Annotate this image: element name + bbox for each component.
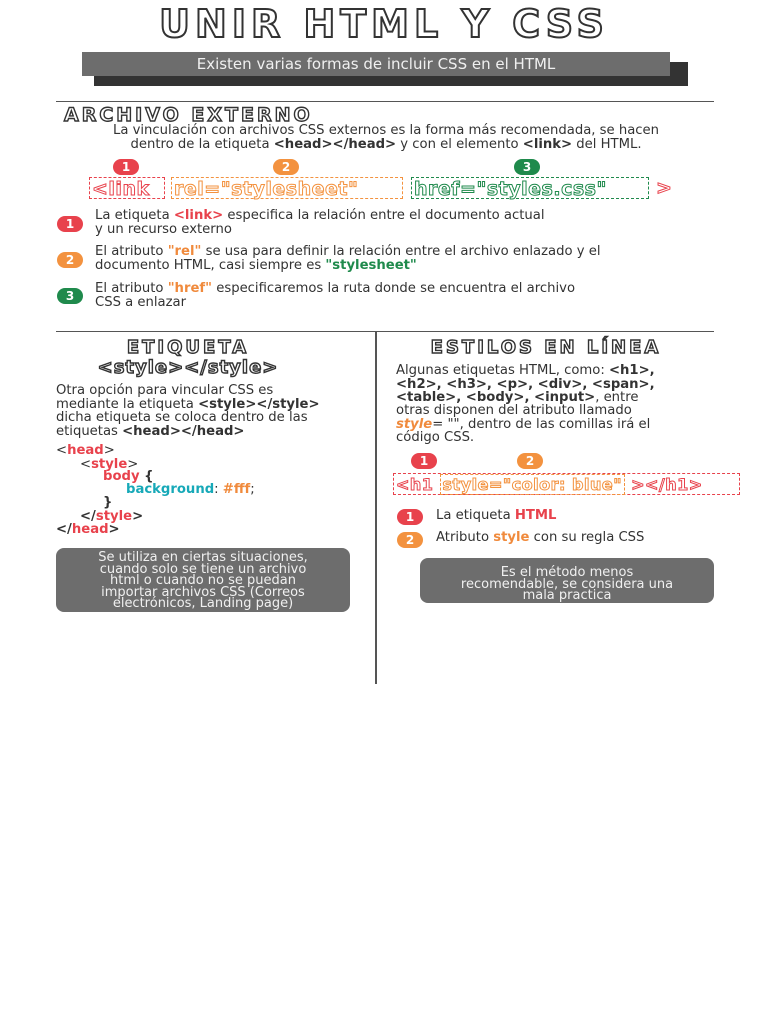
item-badge-3: 3 (57, 288, 83, 304)
code-semicolon: ; (250, 482, 255, 497)
inline-para-text: Algunas etiquetas HTML, como: (396, 363, 609, 378)
inline-para-line2: <h2>, <h3>, <p>, <div>, <span>, (396, 377, 655, 392)
inline-item-badge-2: 2 (397, 532, 423, 548)
style-para-line1: Otra opción para vincular CSS es (56, 383, 274, 398)
code-selector: body (103, 469, 140, 484)
note-line: cuando solo se tiene un archivo (99, 561, 307, 577)
inline-para-line4: otras disponen del atributo llamado (396, 403, 632, 418)
item3-attr: "href" (167, 281, 213, 296)
note-line: Es el método menos (500, 565, 634, 580)
item2-text: El atributo (95, 244, 168, 259)
code-value: #fff (222, 482, 251, 497)
inline-note (420, 558, 714, 603)
note-line: Se utiliza en ciertas situaciones, (98, 550, 308, 565)
intro-text-mid: y con el elemento (396, 137, 523, 152)
external-item3-line1 (95, 282, 575, 296)
intro-text: dentro de la etiqueta (130, 137, 274, 152)
item2-attr: "rel" (167, 244, 202, 259)
style-para4-tag: <head></head> (122, 424, 245, 439)
style-para-tag: <style></style> (198, 397, 320, 412)
external-item2-line2 (95, 259, 417, 273)
code-property: background (126, 482, 215, 497)
item2-value: "stylesheet" (325, 258, 417, 273)
item2-line2-text: documento HTML, casi siempre es (95, 258, 326, 273)
style-note (56, 548, 350, 612)
note-line: mala practica (522, 588, 612, 603)
inline-item1 (436, 509, 556, 523)
code-line-declaration (126, 482, 255, 498)
external-item1-line1 (95, 209, 545, 223)
item3-text: El atributo (95, 281, 168, 296)
divider-vertical (375, 332, 377, 684)
inline-badge-1: 1 (411, 453, 437, 469)
item3-text-post: especificaremos la ruta donde se encuentra el archivo (212, 281, 576, 296)
note-line: electrónicos, Landing page) (112, 596, 294, 611)
badge-2: 2 (273, 159, 299, 175)
code-gt: > (103, 443, 115, 458)
divider-middle (56, 331, 714, 332)
code-href-box: href="styles.css" (411, 177, 649, 199)
item-badge-1: 1 (57, 216, 83, 232)
subtitle-banner: Existen varias formas de incluir CSS en el HTML (82, 52, 670, 76)
style-para-line4 (56, 425, 244, 439)
inline-style-attr: style (396, 417, 433, 432)
external-intro-line1: La vinculación con archivos CSS externos es la forma más recomendada, se hacen (112, 123, 660, 138)
code-gt: > (127, 457, 139, 472)
external-item2-line1 (95, 245, 601, 259)
inline-code-close: ></h1> (631, 475, 703, 494)
code-style-tag: style (95, 509, 133, 524)
external-item3-line2: CSS a enlazar (95, 295, 187, 310)
code-head-tag: head (67, 443, 104, 458)
inline-item2 (436, 531, 644, 545)
code-line-brace-close: } (103, 495, 113, 510)
inline-item2-attr: style (493, 530, 530, 545)
note-line: importar archivos CSS (Correos (101, 584, 305, 600)
link-tag-text: <link> (522, 137, 573, 152)
style-heading-tag: <style></style> (97, 357, 279, 378)
code-close-bracket: > (656, 177, 673, 199)
inline-item2-text: Atributo (436, 530, 494, 545)
code-lt: < (80, 457, 92, 472)
badge-1: 1 (113, 159, 139, 175)
inline-code-open: <h1 (396, 475, 434, 494)
inline-code-box (393, 473, 740, 495)
code-style-tag: style (91, 457, 128, 472)
external-heading: ARCHIVO EXTERNO (64, 104, 313, 126)
item2-text-post: se usa para definir la relación entre el archivo enlazado y el (201, 244, 601, 259)
inline-para-text: , entre (595, 390, 639, 405)
external-intro-line2 (56, 138, 716, 152)
code-gt: > (108, 522, 120, 537)
inline-code-style: style="color: blue" (440, 474, 626, 495)
code-colon: : (214, 482, 223, 497)
item-badge-2: 2 (57, 252, 83, 268)
intro-text-post: del HTML. (572, 137, 642, 152)
item1-text: La etiqueta (95, 208, 174, 223)
inline-para-tag: <h1>, (608, 363, 655, 378)
code-lt: </ (80, 509, 96, 524)
code-lt: < (56, 443, 68, 458)
code-rel-box: rel="stylesheet" (171, 177, 403, 199)
code-link-box: <link (89, 177, 165, 199)
inline-heading: ESTILOS EN LÍNEA (430, 337, 662, 358)
style-para-line3: dicha etiqueta se coloca dentro de las (56, 410, 308, 425)
code-lt: </ (56, 522, 72, 537)
inline-para-line1 (396, 364, 655, 378)
code-brace: { (139, 469, 154, 484)
page-title: UNIR HTML Y CSS (159, 2, 609, 46)
inline-badge-2: 2 (517, 453, 543, 469)
head-tag-text: <head></head> (273, 137, 397, 152)
divider-top (56, 101, 714, 102)
inline-para-line6: código CSS. (396, 430, 475, 445)
style-para-text: mediante la etiqueta (56, 397, 199, 412)
style-heading: ETIQUETA (126, 337, 250, 358)
badge-3: 3 (514, 159, 540, 175)
inline-item1-text: La etiqueta (436, 508, 515, 523)
inline-para-text: = "", dentro de las comillas irá el (432, 417, 651, 432)
style-para4-text: etiquetas (56, 424, 123, 439)
inline-para-tags: <table>, <body>, <input> (396, 390, 596, 405)
note-line: html o cuando no se puedan (110, 573, 296, 588)
code-line-head-close (56, 522, 120, 538)
item1-text-post: especifica la relación entre el documento actual (223, 208, 545, 223)
code-head-tag: head (71, 522, 109, 537)
code-gt: > (132, 509, 144, 524)
external-item1-line2: y un recurso externo (95, 222, 232, 237)
note-line: recomendable, se considera una (460, 576, 674, 592)
inline-item1-tag: HTML (514, 508, 557, 523)
item1-tag: <link> (173, 208, 224, 223)
inline-item2-post: con su regla CSS (529, 530, 645, 545)
inline-item-badge-1: 1 (397, 509, 423, 525)
